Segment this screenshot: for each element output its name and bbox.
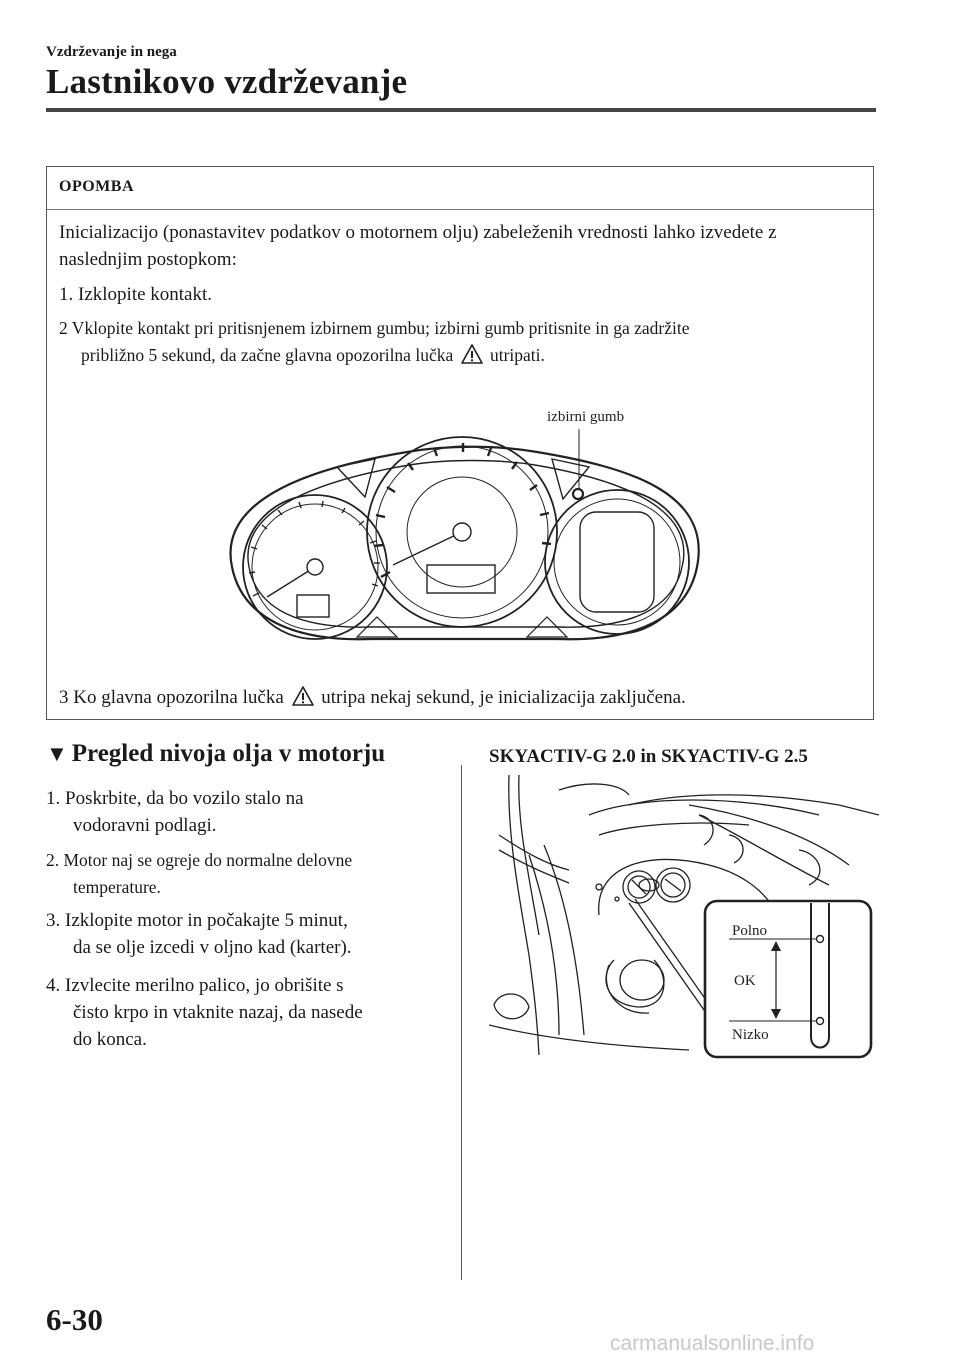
dipstick-label-ok: OK (734, 973, 756, 989)
oil-step-1: 1. Poskrbite, da bo vozilo stalo na vodoravni podlagi. (46, 788, 304, 836)
oil-step-3: 3. Izklopite motor in počakajte 5 minut, da se olje izcedi v oljno kad (karter). (46, 910, 352, 958)
note-step-1: 1. Izklopite kontakt. (59, 284, 213, 305)
note-header (47, 167, 873, 210)
dipstick-label-low: Nizko (732, 1027, 769, 1043)
note-step-3: 3 Ko glavna opozorilna lučka utripa nekaj sekund, je inicializacija zaključena. (59, 687, 686, 708)
title-rule (46, 108, 876, 112)
note-step-2-line1: 2 Vklopite kontakt pri pritisnjenem izbirnem gumbu; izbirni gumb pritisnite in ga zadržite (59, 318, 690, 338)
oil-step-2: 2. Motor naj se ogreje do normalne delovne temperature. (46, 850, 353, 897)
instrument-cluster-illustration (197, 397, 737, 647)
warning-icon (461, 344, 483, 364)
oil-step-4: 4. Izvlecite merilno palico, jo obrišite s čisto krpo in vtaknite nazaj, da nasede do konca. (46, 975, 363, 1050)
section-label: Vzdrževanje in nega (46, 44, 177, 60)
note-step-2-line2: približno 5 sekund, da začne glavna opozorilna lučka utripati. (81, 345, 545, 365)
page-title: Lastnikovo vzdrževanje (46, 62, 408, 101)
engine-dipstick-illustration (489, 775, 879, 1065)
oil-check-heading: ▼ Pregled nivoja olja v motorju (46, 740, 386, 767)
selector-button-icon (573, 489, 583, 499)
warning-icon (292, 686, 314, 706)
note-intro: Inicializacijo (ponastavitev podatkov o motornem olju) zabeleženih vrednosti lahko izvedete z naslednjim postopkom: (59, 222, 777, 270)
engine-title: SKYACTIV-G 2.0 in SKYACTIV-G 2.5 (489, 746, 808, 767)
watermark: carmanualsonline.info (610, 1332, 815, 1355)
note-step-2 (59, 315, 865, 369)
selector-button-label: izbirni gumb (547, 409, 625, 425)
triangle-bullet-icon: ▼ (46, 741, 68, 766)
note-heading: OPOMBA (59, 178, 134, 195)
note-box (46, 166, 874, 720)
column-divider (461, 765, 462, 1280)
dipstick-label-full: Polno (732, 923, 768, 939)
page-number: 6-30 (46, 1302, 103, 1337)
